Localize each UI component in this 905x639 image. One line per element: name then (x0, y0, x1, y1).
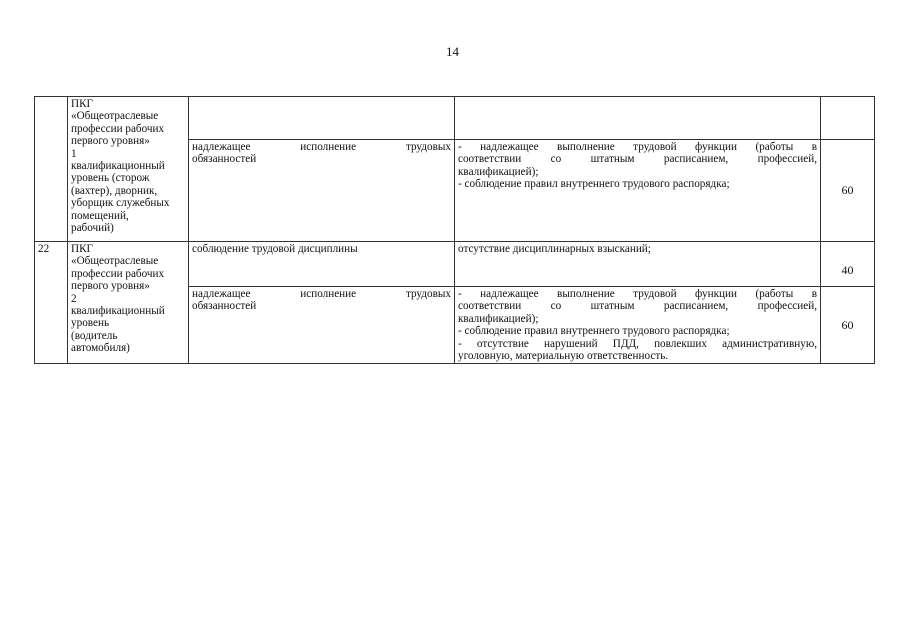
condition-line: квалификацией); (458, 312, 539, 325)
job-group-line: уборщик служебных (71, 197, 170, 210)
condition-line: - соблюдение правил внутреннего трудового распорядка; (458, 325, 730, 338)
job-group-line: квалификационный (71, 305, 165, 318)
row-number-cell: 22 (35, 242, 68, 364)
job-group-line: профессии рабочих (71, 122, 165, 135)
job-group-line: автомобиля) (71, 342, 130, 355)
job-group-line: ПКГ (71, 98, 94, 110)
job-group-line: уровень (71, 317, 110, 330)
empty-score-cell (821, 97, 875, 140)
job-group-line: 2 (71, 292, 77, 305)
job-group-line: «Общеотраслевые (71, 255, 159, 268)
job-group-line: первого уровня» (71, 135, 150, 148)
condition-line: соответствии со штатным расписанием, профессией, (458, 153, 817, 166)
table-row (35, 242, 875, 287)
score-cell: 60 (821, 287, 875, 364)
job-group-line: «Общеотраслевые (71, 110, 159, 123)
indicator-cell (189, 140, 455, 242)
job-group-cell (68, 97, 189, 242)
job-group-line: первого уровня» (71, 280, 150, 293)
page-number: 14 (446, 44, 459, 59)
indicator-line: надлежащее исполнение трудовых (192, 141, 451, 153)
condition-line: - отсутствие нарушений ПДД, повлекших административную, (458, 337, 817, 350)
job-group-line: ПКГ (71, 243, 94, 255)
condition-line: уголовную, материальную ответственность. (458, 350, 669, 363)
indicator-line: обязанностей (192, 153, 257, 166)
condition-cell (455, 242, 821, 287)
condition-line: - соблюдение правил внутреннего трудового распорядка; (458, 178, 730, 191)
job-group-line: квалификационный (71, 160, 165, 173)
criteria-table (34, 96, 875, 364)
job-group-cell (68, 242, 189, 364)
job-group-line: (вахтер), дворник, (71, 184, 158, 197)
indicator-line: соблюдение трудовой дисциплины (192, 243, 358, 255)
empty-indicator-cell (189, 97, 455, 140)
indicator-cell (189, 242, 455, 287)
job-group-line: (водитель (71, 329, 118, 342)
condition-line: соответствии со штатным расписанием, профессией, (458, 300, 817, 313)
condition-cell (455, 287, 821, 364)
empty-condition-cell (455, 97, 821, 140)
job-group-line: профессии рабочих (71, 267, 165, 280)
job-group-line: уровень (сторож (71, 172, 150, 185)
score-cell: 60 (821, 140, 875, 242)
table-row (35, 97, 875, 140)
condition-cell (455, 140, 821, 242)
row-number-cell (35, 97, 68, 242)
condition-line: отсутствие дисциплинарных взысканий; (458, 243, 651, 255)
job-group-line: помещений, (71, 209, 129, 222)
condition-line: - надлежащее выполнение трудовой функции (работы в (458, 141, 817, 153)
indicator-line: обязанностей (192, 300, 257, 313)
job-group-line: 1 (71, 147, 77, 160)
condition-line: - надлежащее выполнение трудовой функции (работы в (458, 288, 817, 300)
indicator-cell (189, 287, 455, 364)
job-group-line: рабочий) (71, 222, 114, 235)
score-cell: 40 (821, 242, 875, 287)
condition-line: квалификацией); (458, 165, 539, 178)
indicator-line: надлежащее исполнение трудовых (192, 288, 451, 300)
